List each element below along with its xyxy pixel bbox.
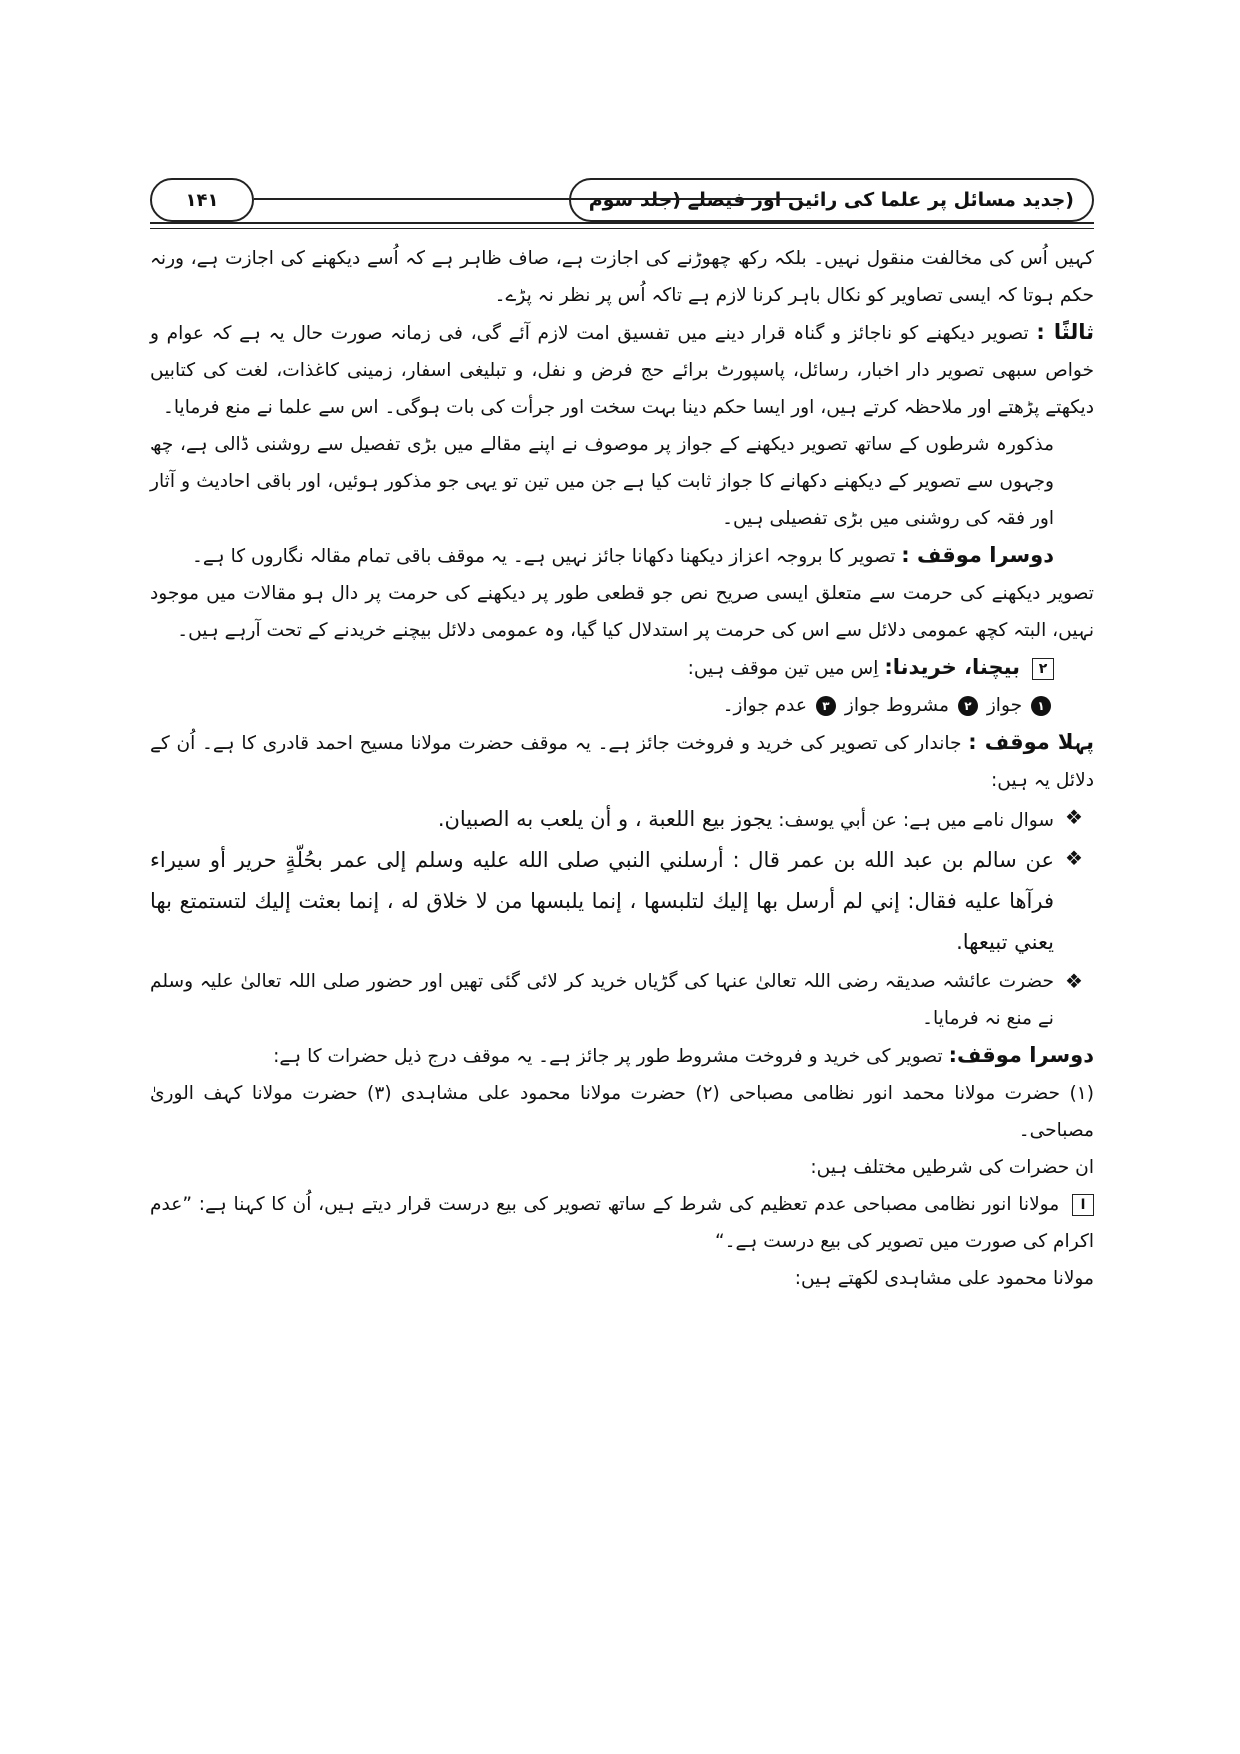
paragraph-3: مذکورہ شرطوں کے ساتھ تصویر دیکھنے کے جواز پر موصوف نے اپنے مقالے میں بڑی تفصیل سے روشنی ڈالی ہے، چھ وجہوں سے تصویر کے دیکھنے دکھانے کا جواز ثابت کیا ہے جن میں تین تو یہی جو مذکور ہوئیں، اور باقی احادیث و آثار اور فقہ کی روشنی میں بڑی تفصیلی ہیں۔	[150, 434, 1054, 529]
book-title: (جدید مسائل پر علما کی رائیں اور فیصلے (جلد سوم	[569, 178, 1094, 222]
bullet-item-2	[150, 840, 1094, 963]
paragraph-9: ان حضرات کی شرطیں مختلف ہیں:	[810, 1157, 1094, 1178]
paragraph-1: کہیں اُس کی مخالفت منقول نہیں۔ بلکہ رکھ چھوڑنے کی اجازت ہے، صاف ظاہر ہے کہ اُسے دیکھنے کی اجازت ہے، ورنہ حکم ہوتا کہ ایسی تصاویر کو نکال باہر کرنا لازم ہے تاکہ اُس پر نظر نہ پڑے۔	[150, 248, 1094, 306]
header-divider-thick	[150, 222, 1094, 224]
paragraph-11: مولانا محمود علی مشاہدی لکھتے ہیں:	[794, 1268, 1094, 1289]
paragraph-7-text: تصویر کی خرید و فروخت مشروط طور پر جائز ہے۔ یہ موقف درج ذیل حضرات کا ہے:	[273, 1046, 943, 1067]
header-rule	[254, 198, 802, 200]
label-thalithan: ثالثًا :	[1036, 320, 1094, 344]
bullet-item-3	[150, 963, 1094, 1037]
section-number: ۲	[1032, 658, 1054, 680]
section-text: اِس میں تین موقف ہیں:	[687, 658, 879, 679]
paragraph-8: (۱) حضرت مولانا محمد انور نظامی مصباحی (۲) حضرت مولانا محمود علی مشاہدی (۳) حضرت مولانا کہف الوریٰ مصباحی۔	[150, 1083, 1094, 1141]
option-1: جواز	[986, 695, 1023, 716]
bullet-icon: ❖	[1065, 846, 1083, 870]
paragraph-6	[150, 724, 1094, 799]
option-3: عدم جواز۔	[722, 695, 807, 716]
section-label: بیچنا، خریدنا:	[884, 655, 1021, 679]
paragraph-6-text: جاندار کی تصویر کی خرید و فروخت جائز ہے۔ یہ موقف حضرت مولانا مسیح احمد قادری کا ہے۔ اُن کے دلائل یہ ہیں:	[150, 733, 1094, 791]
bullet-3-text: حضرت عائشہ صدیقہ رضی اللہ تعالیٰ عنہا کی گڑیاں خرید کر لائی گئی تھیں اور حضور صلی اللہ تعالیٰ علیہ وسلم نے منع نہ فرمایا۔	[150, 971, 1054, 1029]
label-second-position-2: دوسرا موقف:	[948, 1043, 1094, 1067]
bullet-icon: ❖	[1065, 969, 1083, 993]
paragraph-7	[150, 1037, 1094, 1075]
paragraph-5: تصویر دیکھنے کی حرمت سے متعلق ایسی صریح نص جو قطعی طور پر دیکھنے کی حرمت پر دال ہو مقالات میں موجود نہیں، البتہ کچھ عمومی دلائل سے اس کی حرمت پر استدلال کیا گیا، وہ عمومی دلائل بیچنے خریدنے کے تحت آرہے ہیں۔	[150, 583, 1094, 641]
paragraph-10	[150, 1186, 1094, 1260]
paragraph-10-text: مولانا انور نظامی مصباحی عدم تعظیم کی شرط کے ساتھ تصویر کی بیع درست قرار دیتے ہیں، اُن کا کہنا ہے: ”عدم اکرام کی صورت میں تصویر کی بیع درست ہے۔“	[150, 1194, 1094, 1252]
bullet-1-arabic: يجوز بيع اللعبة ، و أن يلعب به الصبيان.	[437, 807, 773, 831]
bullet-icon: ❖	[1065, 805, 1083, 829]
paragraph-4-text: تصویر کا بروجہ اعزاز دیکھنا دکھانا جائز نہیں ہے۔ یہ موقف باقی تمام مقالہ نگاروں کا ہے۔	[191, 546, 896, 567]
paragraph-2	[150, 314, 1094, 426]
bullet-2-arabic: عن سالم بن عبد الله بن عمر قال : أرسلني النبي صلى الله عليه وسلم إلى عمر بحُلّةٍ حرير أو سيراء فرآها عليه فقال: إني لم أرسل بها إليك لتلبسها ، إنما يلبسها من لا خلاق له ، إنما بعثت إليك لتستمتع بها يعني تبيعها.	[150, 848, 1054, 954]
paragraph-2-text: تصویر دیکھنے کو ناجائز و گناہ قرار دینے میں تفسیق امت لازم آئے گی، فی زمانہ صورت حال یہ ہے کہ عوام و خواص سبھی تصویر دار اخبار، رسائل، پاسپورٹ برائے حج فرض و نفل، و تبلیغی اسفار، زمینی کاغذات، لغت کی کتابیں دیکھتے پڑھتے اور ملاحظہ کرتے ہیں، اور ایسا حکم دینا بہت سخت اور جرأت کی بات ہوگی۔ اس سے علما نے منع فرمایا۔	[150, 323, 1094, 418]
bullet-1-urdu: سوال نامے میں ہے: عن أبي يوسف:	[772, 810, 1054, 831]
label-second-position: دوسرا موقف :	[901, 543, 1054, 567]
paragraph-4	[150, 537, 1094, 575]
options-line	[150, 687, 1094, 724]
option-number-1: ۱	[1031, 696, 1051, 716]
option-number-3: ۳	[816, 696, 836, 716]
option-number-2: ۲	[958, 696, 978, 716]
page-number: ۱۴۱	[150, 178, 254, 222]
page-body	[150, 240, 1094, 1297]
label-first-position: پہلا موقف :	[968, 730, 1094, 754]
subsection-number: ا	[1072, 1194, 1094, 1216]
bullet-item-1	[150, 799, 1094, 840]
page-header	[150, 178, 1094, 222]
option-2: مشروط جواز	[844, 695, 949, 716]
header-divider-thin	[150, 228, 1094, 229]
section-heading	[150, 649, 1094, 687]
